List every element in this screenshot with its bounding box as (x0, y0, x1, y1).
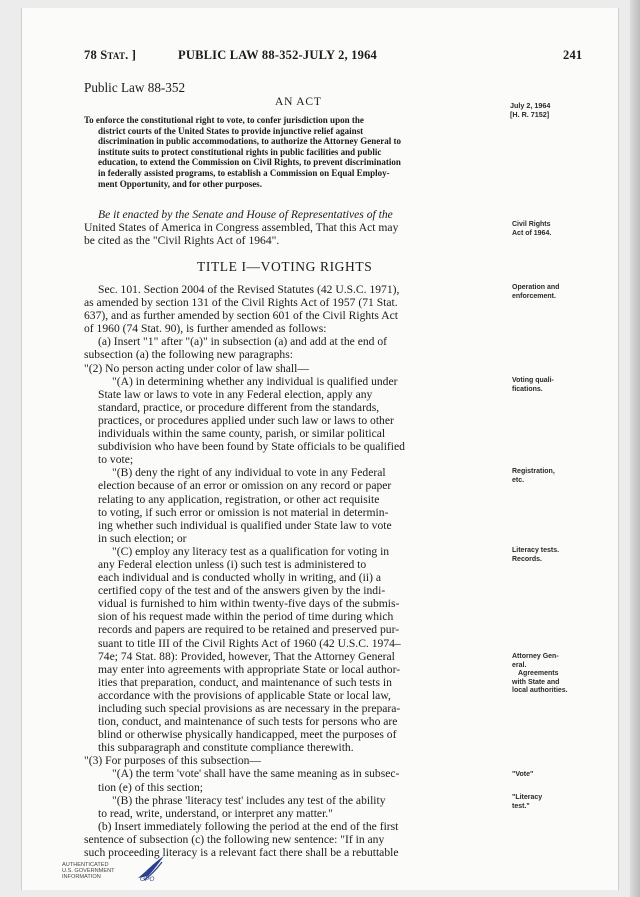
body-line: individuals within the same county, parish, or similar political (98, 427, 386, 441)
act-date-note (510, 102, 550, 119)
body-line: 74e; 74 Stat. 88): Provided, however, That the Attorney General (98, 649, 395, 663)
purpose-paragraph (84, 115, 401, 189)
margin-note-line: Attorney Gen- (512, 653, 559, 660)
body-line: certified copy of the test and of the answers given by the indi- (98, 584, 386, 598)
body-line: in such election; or (98, 531, 187, 545)
body-line: "(3) For purposes of this subsection— (84, 754, 262, 768)
body-line: vidual is furnished to him within twenty-five days of the submis- (98, 597, 400, 611)
margin-note-literacy-tests (512, 547, 559, 564)
margin-note-line: Voting quali- (512, 377, 554, 384)
margin-note-line: Registration, (512, 468, 555, 475)
body-line: "(A) in determining whether any individual is qualified under (112, 374, 398, 388)
margin-note-line: fications. (512, 385, 543, 393)
body-line: records and papers are required to be retained and preserved pur- (98, 623, 400, 637)
body-line: election because of an error or omission on any record or paper (98, 479, 392, 493)
body-line: tion (e) of this section; (98, 780, 203, 794)
enacting-line: be cited as the "Civil Rights Act of 1964". (84, 234, 280, 248)
body-line: (a) Insert "1" after "(a)" in subsection (a) and add at the end of (98, 335, 388, 349)
body-line: tion, conduct, and maintenance of such tests for persons who are (98, 715, 398, 729)
purpose-line: education, to extend the Commission on Civil Rights, to prevent discrimination (98, 157, 401, 168)
margin-note-line: Civil Rights (512, 221, 551, 228)
margin-note-line: Literacy tests. (512, 547, 560, 554)
body-line: each individual and is conducted wholly in writing, and (ii) a (98, 571, 382, 585)
body-line: accordance with the provisions of applicable State or local law, (98, 688, 391, 702)
body-text (84, 283, 405, 859)
body-line: including such special provisions as are necessary in the prepara- (98, 702, 401, 715)
body-line: State law or laws to vote in any Federal election, apply any (98, 387, 373, 401)
body-line: such proceeding literacy is a relevant fact there shall be a rebuttable (84, 846, 399, 860)
margin-note-line: Operation and (512, 284, 560, 291)
margin-note-line: test." (512, 802, 530, 810)
margin-note-short-title (512, 221, 551, 238)
margin-note-vote (512, 771, 533, 780)
body-line: as amended by section 131 of the Civil Rights Act of 1957 (71 Stat. (84, 296, 398, 310)
body-line: sentence of subsection (c) the following new sentence: "If in any (84, 832, 385, 846)
act-date: July 2, 1964 (510, 101, 551, 110)
body-line: blind or otherwise physically handicapped, meet the purposes of (98, 728, 397, 742)
body-line: this subparagraph and constitute compliance therewith. (98, 741, 354, 755)
body-line: ities that preparation, conduct, and maintenance of such tests in (98, 675, 392, 689)
body-line: any Federal election unless (i) such test is administered to (98, 557, 367, 571)
document-page (21, 8, 619, 890)
body-line: sion of his request made within the period of time during which (98, 610, 394, 624)
body-line: of 1960 (74 Stat. 90), is further amended as follows: (84, 322, 327, 336)
act-heading: AN ACT (275, 96, 322, 108)
body-line: to voting, if such error or omission is not material in determin- (98, 505, 389, 519)
margin-note-line: eral. (512, 661, 527, 669)
purpose-line: in federally assisted programs, to establish a Commission on Equal Employ- (98, 167, 390, 178)
header-law-title: PUBLIC LAW 88-352-JULY 2, 1964 (178, 48, 377, 62)
purpose-line: To enforce the constitutional right to vote, to confer jurisdiction upon the (84, 115, 364, 125)
body-line: to read, write, understand, or interpret any matter." (98, 806, 333, 820)
body-line: may enter into agreements with appropriate State or local author- (98, 662, 401, 676)
gpo-mark: GPO (140, 876, 155, 883)
margin-note-literacy-test (512, 794, 542, 811)
body-line: Sec. 101. Section 2004 of the Revised Statutes (42 U.S.C. 1971), (98, 283, 400, 296)
body-line: "(B) deny the right of any individual to vote in any Federal (112, 466, 386, 480)
purpose-line: discrimination in public accommodations, to authorize the Attorney General to (98, 136, 401, 147)
title-heading: TITLE I—VOTING RIGHTS (197, 259, 373, 274)
margin-note-line: with State and (512, 678, 560, 686)
logo-caption (62, 862, 132, 880)
purpose-line: district courts of the United States to provide injunctive relief against (98, 125, 364, 136)
body-line: relating to any application, registration, or other act requisite (98, 492, 380, 506)
margin-note-line: "Vote" (512, 771, 534, 778)
purpose-line: institute suits to protect constitutional rights in public facilities and public (98, 146, 382, 157)
body-line: "(2) No person acting under color of law shall— (84, 361, 309, 375)
body-line: "(B) the phrase 'literacy test' includes any test of the ability (112, 793, 386, 807)
margin-note-line: Records. (512, 555, 542, 563)
body-line: subsection (a) the following new paragraphs: (84, 348, 293, 362)
enacting-line: United States of America in Congress assembled, That this Act may (84, 221, 399, 235)
body-line: 637), and as further amended by section 601 of the Civil Rights Act (84, 309, 398, 323)
margin-note-registration (512, 468, 555, 485)
header-page-number: 241 (563, 48, 583, 62)
margin-note-voting-qualifications (512, 377, 554, 394)
margin-note-line: etc. (512, 476, 525, 484)
margin-note-line: Act of 1964. (512, 229, 552, 237)
body-line: subdivision who have been found by State officials to be qualified (98, 440, 405, 454)
enacting-line: Be it enacted by the Senate and House of Representatives of the (98, 208, 393, 221)
margin-note-line: "Literacy (512, 794, 543, 801)
bill-number: [H. R. 7152] (510, 109, 550, 119)
purpose-line: ment Opportunity, and for other purposes. (98, 178, 262, 189)
body-line: "(A) the term 'vote' shall have the same meaning as in subsec- (112, 767, 400, 781)
body-line: (b) Insert immediately following the period at the end of the first (98, 819, 399, 833)
logo-caption-line: INFORMATION (62, 874, 101, 880)
margin-note-line: local authorities. (512, 687, 568, 694)
margin-note-attorney-general (512, 653, 568, 696)
public-law-label: Public Law 88-352 (84, 80, 186, 95)
margin-note-line: Agreements (518, 670, 559, 677)
margin-note-line: enforcement. (512, 292, 556, 300)
body-line: suant to title III of the Civil Rights Act of 1960 (42 U.S.C. 1974– (98, 636, 401, 650)
gpo-authentication-logo (62, 860, 170, 886)
logo-caption-line: U.S. GOVERNMENT (62, 868, 115, 874)
body-line: ing whether such individual is qualified under State law to vote (98, 518, 392, 532)
logo-caption-line: AUTHENTICATED (62, 862, 109, 868)
enacting-clause (84, 208, 398, 247)
body-line: standard, practice, or procedure different from the standards, (98, 400, 380, 414)
header-stat-reference: 78 Stat. ] (84, 48, 137, 62)
margin-note-operation (512, 284, 559, 301)
page-edge-shadow (630, 0, 640, 897)
body-line: practices, or procedures applied under such law or laws to other (98, 413, 394, 427)
body-line: to vote; (98, 453, 134, 467)
body-line: "(C) employ any literacy test as a qualification for voting in (112, 544, 390, 558)
